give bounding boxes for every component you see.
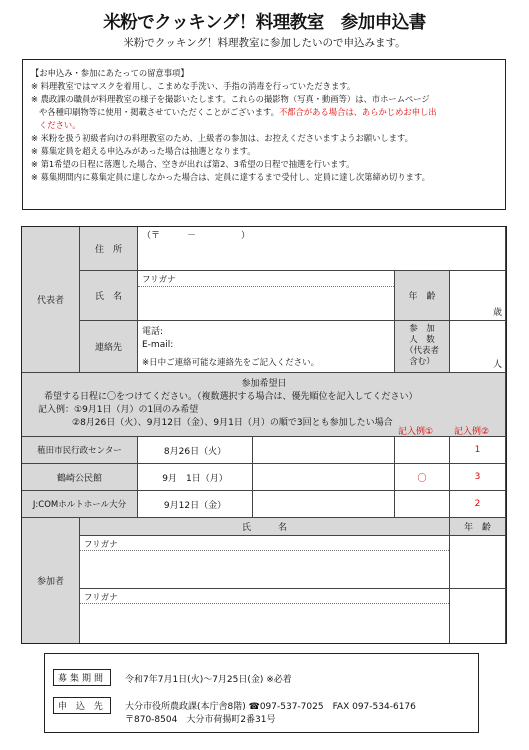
contact-note: ※日中ご連絡可能な連絡先をご記入ください。 [142,358,320,368]
schedule-example1: 記入例：①9月1日（月）の1回のみ希望 [38,405,199,415]
date-cell: 9月 1日（月） [138,464,253,491]
notice-line: や各種印刷物等に使用・掲載させていただくことがございます。不都合がある場合は、あらかじめお申し出 [39,107,437,117]
date-cell: 8月26日（火） [138,437,253,464]
notice-line: ※ 料理教室ではマスクを着用し、こまめな手洗い、手指の消毒を行っていただきます。 [31,81,356,91]
age-field[interactable] [450,271,506,321]
example1-cell [395,437,450,464]
name-label: 氏 名 [80,271,138,321]
example2-cell: 3 [450,464,506,491]
address-postal: （〒 － ） [142,231,251,241]
participants-unit: 人 [492,360,502,370]
venue-cell: 鶴崎公民館 [22,464,138,491]
participant-name-field[interactable] [80,536,450,589]
footer-box [44,653,479,733]
furigana-label: フリガナ [84,540,118,550]
contact-label: 連絡先 [80,321,138,373]
notice-line: ※ 募集期間内に募集定員に達しなかった場合は、定員に達するまで受付し、定員に達し次第締め切ります。 [31,172,430,182]
notice-line: ※ 第1希望の日程に落選した場合、空きが出れば第2、3希望の日程で抽選を行います。 [31,159,355,169]
notice-heading: 【お申込み・参加にあたっての留意事項】 [31,68,189,78]
age-label: 年 齢 [395,271,450,321]
period-value: 令和7年7月1日(火)～7月25日(金) ※必着 [125,675,292,685]
address-field[interactable] [138,227,506,271]
schedule-header [22,373,506,437]
page-title: 米粉でクッキング！料理教室 参加申込書 [103,13,426,33]
name-field[interactable] [138,271,395,321]
email-label: E-mail: [142,340,174,350]
participant-name-header: 氏 名 [80,518,450,536]
to-address-line1: 大分市役所農政課(本庁舎8階) ☎097-537-7025 FAX 097-534-6176 [125,702,416,712]
example2-header: 記入例② [454,427,490,437]
venue-cell: J:COMホルトホール大分 [22,491,138,518]
date-cell: 9月12日（金） [138,491,253,518]
participants-label: 参加者 [22,518,80,643]
choice-cell[interactable] [253,491,395,518]
participant-name-field[interactable] [80,589,450,643]
example1-header: 記入例① [398,427,434,437]
participant-age-header: 年 齢 [450,518,506,536]
age-unit: 歳 [492,308,502,318]
address-label: 住 所 [80,227,138,271]
example2-cell: 1 [450,437,506,464]
furigana-label: フリガナ [142,275,176,285]
furigana-label: フリガナ [84,593,118,603]
participants-count-label: 参 加 人 数 （代表者 含む） [395,321,450,373]
notice-line: ※ 米粉を扱う初級者向けの料理教室のため、上級者の参加は、お控えくださいますようお願いします。 [31,133,413,143]
to-address-line2: 〒870-8504 大分市荷揚町2番31号 [125,715,276,725]
choice-cell[interactable] [253,437,395,464]
notice-box [22,59,506,210]
to-label: 申 込 先 [53,697,111,714]
schedule-heading: 参加希望日 [241,379,287,389]
notice-warning: 不都合がある場合は、あらかじめお申し出 [278,107,437,117]
contact-field[interactable] [138,321,395,373]
application-form [21,226,507,644]
phone-label: 電話: [142,327,164,337]
choice-cell[interactable] [253,464,395,491]
notice-line: ※ 募集定員を超える申込みがあった場合は抽選となります。 [31,146,256,156]
example2-cell: 2 [450,491,506,518]
notice-warning: ください。 [39,120,81,130]
schedule-example2: ②8月26日（火）、9月12日（金）、9月1日（月）の順で3回とも参加したい場合 [72,418,393,428]
representative-label: 代表者 [22,227,80,373]
page-subtitle: 米粉でクッキング！料理教室に参加したいので申込みます。 [123,37,406,49]
period-label: 募集期間 [53,669,111,686]
notice-line: ※ 農政課の職員が料理教室の様子を撮影いたします。これらの撮影物（写真・動画等）は、市ホームページ [31,94,430,104]
participants-count-field[interactable] [450,321,506,373]
participant-age-field[interactable] [450,536,506,589]
participant-age-field[interactable] [450,589,506,643]
schedule-instruction: 希望する日程に〇をつけてください。（複数選択する場合は、優先順位を記入してください） [44,392,418,402]
example1-cell [395,491,450,518]
example1-cell: 〇 [395,464,450,491]
venue-cell: 稙田市民行政センター [22,437,138,464]
